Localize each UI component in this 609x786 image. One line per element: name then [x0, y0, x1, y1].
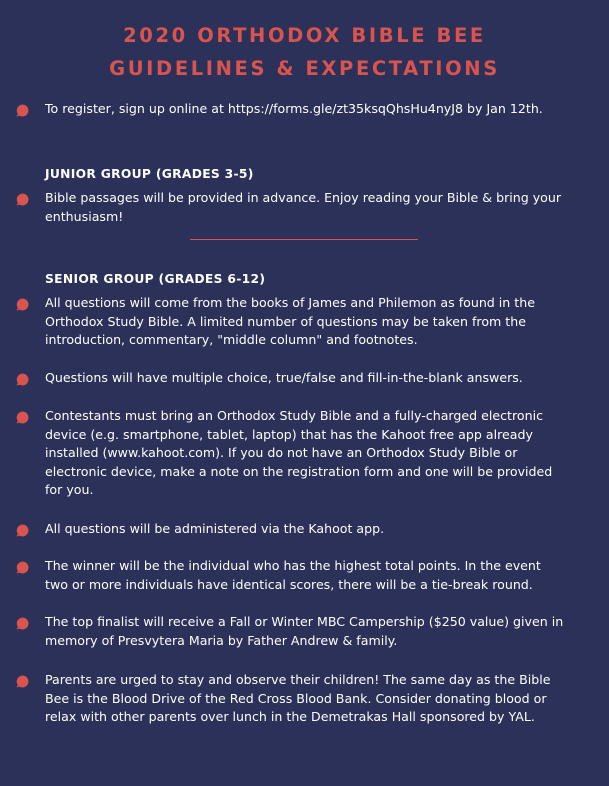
speech-bubble-bullet-icon [16, 373, 29, 386]
speech-bubble-bullet-icon [16, 411, 29, 424]
page-title-line-1: 2020 ORTHODOX BIBLE BEE [123, 24, 486, 47]
junior-item-1: Bible passages will be provided in advance. Enjoy reading your Bible & bring your enthusiasm! [45, 190, 562, 224]
speech-bubble-bullet-icon [16, 193, 29, 206]
senior-item-5: The winner will be the individual who has the highest total points. In the event two or more individuals have identical scores, there will be a tie-break round. [45, 558, 541, 592]
section-divider [190, 239, 418, 240]
speech-bubble-bullet-icon [16, 104, 29, 117]
senior-item-1: All questions will come from the books of James and Philemon as found in the Orthodox Study Bible. A limited number of questions may be taken from the introduction, commentary, "middle column" and footnotes. [45, 295, 535, 347]
speech-bubble-bullet-icon [16, 617, 29, 630]
speech-bubble-bullet-icon [16, 675, 29, 688]
register-text: To register, sign up online at https://forms.gle/zt35ksqQhsHu4nyJ8 by Jan 12th. [45, 101, 543, 116]
page-title-line-2: GUIDELINES & EXPECTATIONS [109, 57, 500, 80]
senior-item-7: Parents are urged to stay and observe their children! The same day as the Bible Bee is the Blood Drive of the Red Cross Blood Bank. Consider donating blood or relax with other parents over lunch in the Demetrakas Hall sponsored by YAL. [45, 672, 551, 724]
senior-item-4: All questions will be administered via the Kahoot app. [45, 521, 385, 536]
speech-bubble-bullet-icon [16, 524, 29, 537]
senior-item-6: The top finalist will receive a Fall or Winter MBC Campership ($250 value) given in memory of Presvytera Maria by Father Andrew & family. [45, 614, 564, 648]
speech-bubble-bullet-icon [16, 561, 29, 574]
senior-item-2: Questions will have multiple choice, true/false and fill-in-the-blank answers. [45, 370, 523, 385]
speech-bubble-bullet-icon [16, 298, 29, 311]
senior-item-3: Contestants must bring an Orthodox Study Bible and a fully-charged electronic device (e.g. smartphone, tablet, laptop) that has the Kahoot free app already installed (www.kahoot.com). If you do not have an Orthodox Study Bible or electronic device, make a note on the registration form and one will be provided for you. [45, 408, 553, 497]
senior-group-heading: SENIOR GROUP (GRADES 6-12) [45, 272, 266, 286]
junior-group-heading: JUNIOR GROUP (GRADES 3-5) [45, 167, 254, 181]
